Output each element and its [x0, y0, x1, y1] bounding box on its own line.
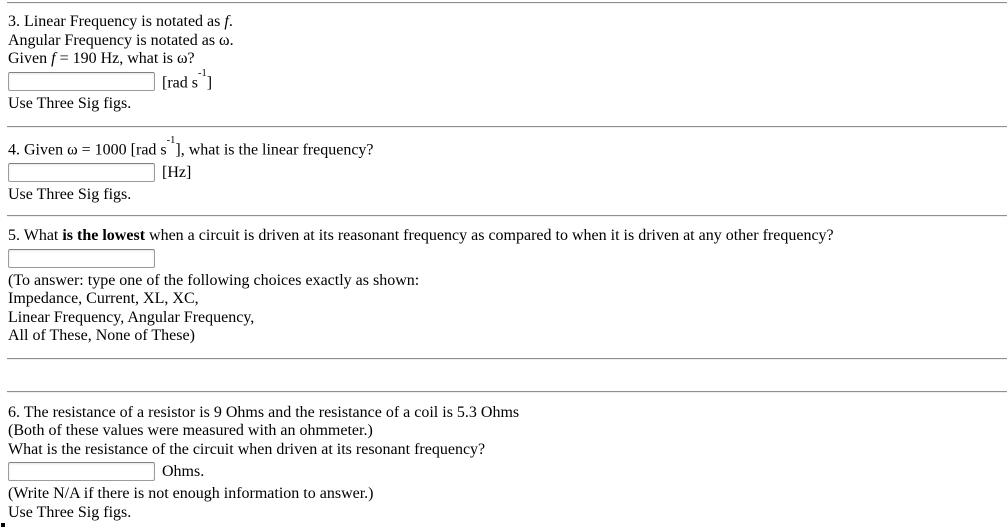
q3-answer-input[interactable]: [8, 72, 155, 91]
q6-na-note: (Write N/A if there is not enough information to answer.): [8, 485, 374, 503]
q3-unit-pre: [rad s: [162, 74, 198, 92]
q5-question-pre: 5. What: [8, 227, 63, 245]
q3-line-3-end: = 190 Hz, what is ω?: [55, 50, 195, 67]
q5-hint-line-3: Linear Frequency, Angular Frequency,: [8, 308, 255, 326]
q5-answer-row: [8, 249, 999, 268]
q4-question-line: [8, 137, 999, 160]
q4-answer-input[interactable]: [8, 163, 155, 182]
q6-unit-label: Ohms.: [162, 463, 205, 481]
question-4: [0, 128, 1007, 215]
q5-hint-line-1: (To answer: type one of the following choices exactly as shown:: [8, 271, 420, 289]
q5-question-line: [8, 227, 999, 246]
q5-answer-input[interactable]: [8, 249, 155, 268]
q5-hint-line-4: All of These, None of These): [8, 327, 195, 345]
q3-line-3-text: Given: [8, 50, 52, 67]
partial-character-glyph: [1, 523, 5, 527]
q3-sigfigs-note: Use Three Sig figs.: [8, 94, 132, 112]
question-6: [0, 393, 1007, 531]
q3-line-1-text: 3. Linear Frequency is notated as: [8, 13, 225, 30]
q4-question-post: ], what is the linear frequency?: [175, 141, 374, 159]
q4-question-exponent: -1: [166, 135, 176, 146]
q6-answer-input[interactable]: [8, 462, 155, 481]
q3-f-symbol-2: f: [51, 50, 56, 67]
q3-unit-post: ]: [206, 74, 213, 92]
q6-line-2: (Both of these values were measured with an ohmmeter.): [8, 422, 373, 440]
q3-line-1: [8, 13, 999, 32]
q3-f-symbol: f: [224, 13, 229, 30]
q4-answer-row: [8, 163, 999, 182]
q6-line-3: What is the resistance of the circuit when driven at its resonant frequency?: [8, 440, 486, 458]
q3-answer-row: [8, 68, 999, 92]
q3-line-2: Angular Frequency is notated as ω.: [8, 31, 234, 49]
q6-sigfigs-note: Use Three Sig figs.: [8, 503, 132, 521]
q3-line-1-end: .: [228, 13, 233, 30]
q4-question-pre: 4. Given ω = 1000 [rad s: [8, 141, 167, 159]
q6-line-1: 6. The resistance of a resistor is 9 Ohms and the resistance of a coil is 5.3 Ohms: [8, 403, 520, 421]
question-3: [0, 4, 1007, 126]
q5-question-post: when a circuit is driven at its reasonant frequency as compared to when it is driven at any other frequency?: [145, 227, 834, 245]
question-5: [0, 217, 1007, 358]
q4-unit-label: [Hz]: [162, 163, 192, 181]
q3-unit-exponent: -1: [197, 68, 207, 80]
q5-question-bold: is the lowest: [62, 227, 146, 245]
q5-hint-line-2: Impedance, Current, XL, XC,: [8, 290, 199, 308]
q6-answer-row: [8, 462, 999, 481]
q4-sigfigs-note: Use Three Sig figs.: [8, 185, 132, 203]
empty-section: [0, 360, 1007, 391]
q3-unit-label: [162, 69, 212, 92]
q3-line-3: [8, 50, 999, 69]
